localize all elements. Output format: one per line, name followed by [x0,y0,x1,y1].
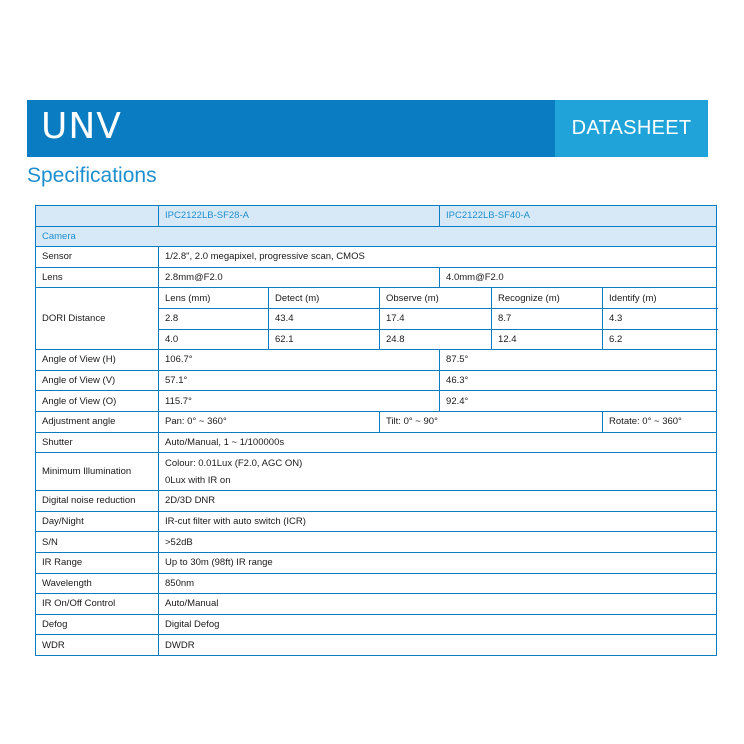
row-value: 46.3° [440,370,717,391]
illum-line: 0Lux with IR on [165,474,231,486]
row-label: Shutter [36,432,159,453]
row-value: IR-cut filter with auto switch (ICR) [159,511,717,532]
row-value [159,453,717,491]
row-label: Sensor [36,247,159,268]
row-label: IR Range [36,552,159,573]
row-value: Auto/Manual [159,594,717,615]
row-label: Minimum Illumination [36,453,159,491]
row-label: Angle of View (O) [36,391,159,412]
row-label: IR On/Off Control [36,594,159,615]
row-label: Angle of View (V) [36,370,159,391]
dori-cell: 6.2 [603,329,717,350]
model-name-2: IPC2122LB-SF40-A [440,206,717,227]
table-row [36,370,717,391]
row-value: 87.5° [440,350,717,371]
row-label: Defog [36,614,159,635]
datasheet-box [555,100,708,157]
header-empty-cell [36,206,159,227]
model-header-row [36,206,717,227]
table-row [36,511,717,532]
row-value: 2D/3D DNR [159,491,717,512]
row-value: 850nm [159,573,717,594]
row-label: Lens [36,267,159,288]
header-banner [27,100,708,157]
row-label: Angle of View (H) [36,350,159,371]
row-value: 57.1° [159,370,440,391]
table-row [36,594,717,615]
row-value: Auto/Manual, 1 ~ 1/100000s [159,432,717,453]
row-label: S/N [36,532,159,553]
table-row [36,350,717,371]
dori-cell: 12.4 [492,329,603,350]
dori-cell: 8.7 [492,308,603,329]
table-row [36,573,717,594]
row-value: 4.0mm@F2.0 [440,267,717,288]
row-value: DWDR [159,635,717,656]
table-row [36,635,717,656]
dori-cell: 17.4 [380,308,492,329]
row-label: DORI Distance [36,288,159,350]
dori-header: Recognize (m) [492,288,603,309]
category-label: Camera [36,226,717,247]
row-label: Digital noise reduction [36,491,159,512]
row-label: WDR [36,635,159,656]
table-row [36,453,717,491]
tilt-value: Tilt: 0° ~ 90° [380,411,603,432]
dori-cell: 43.4 [269,308,380,329]
table-row [36,267,717,288]
dori-header: Observe (m) [380,288,492,309]
row-label: Adjustment angle [36,411,159,432]
table-row [36,532,717,553]
row-value: >52dB [159,532,717,553]
row-value: 1/2.8", 2.0 megapixel, progressive scan, CMOS [159,247,717,268]
table-row [36,614,717,635]
dori-header: Lens (mm) [159,288,269,309]
dori-cell: 4.3 [603,308,717,329]
rotate-value: Rotate: 0° ~ 360° [603,411,717,432]
row-value: Up to 30m (98ft) IR range [159,552,717,573]
unv-logo: UNV [41,106,122,147]
table-row [36,552,717,573]
section-title: Specifications [27,164,157,187]
table-row [36,391,717,412]
spec-table [35,205,717,656]
row-value: 2.8mm@F2.0 [159,267,440,288]
pan-value: Pan: 0° ~ 360° [159,411,380,432]
table-row [36,411,717,432]
row-label: Day/Night [36,511,159,532]
table-row [36,247,717,268]
row-value: 115.7° [159,391,440,412]
dori-header: Detect (m) [269,288,380,309]
dori-header: Identify (m) [603,288,717,309]
row-value: 92.4° [440,391,717,412]
dori-cell: 2.8 [159,308,269,329]
row-label: Wavelength [36,573,159,594]
datasheet-label: DATASHEET [571,117,692,139]
dori-header-row [36,288,717,309]
dori-cell: 62.1 [269,329,380,350]
table-row [36,491,717,512]
category-row [36,226,717,247]
dori-cell: 4.0 [159,329,269,350]
model-name-1: IPC2122LB-SF28-A [159,206,440,227]
row-value: 106.7° [159,350,440,371]
illum-line: Colour: 0.01Lux (F2.0, AGC ON) [165,457,303,469]
table-row [36,432,717,453]
dori-cell: 24.8 [380,329,492,350]
row-value: Digital Defog [159,614,717,635]
